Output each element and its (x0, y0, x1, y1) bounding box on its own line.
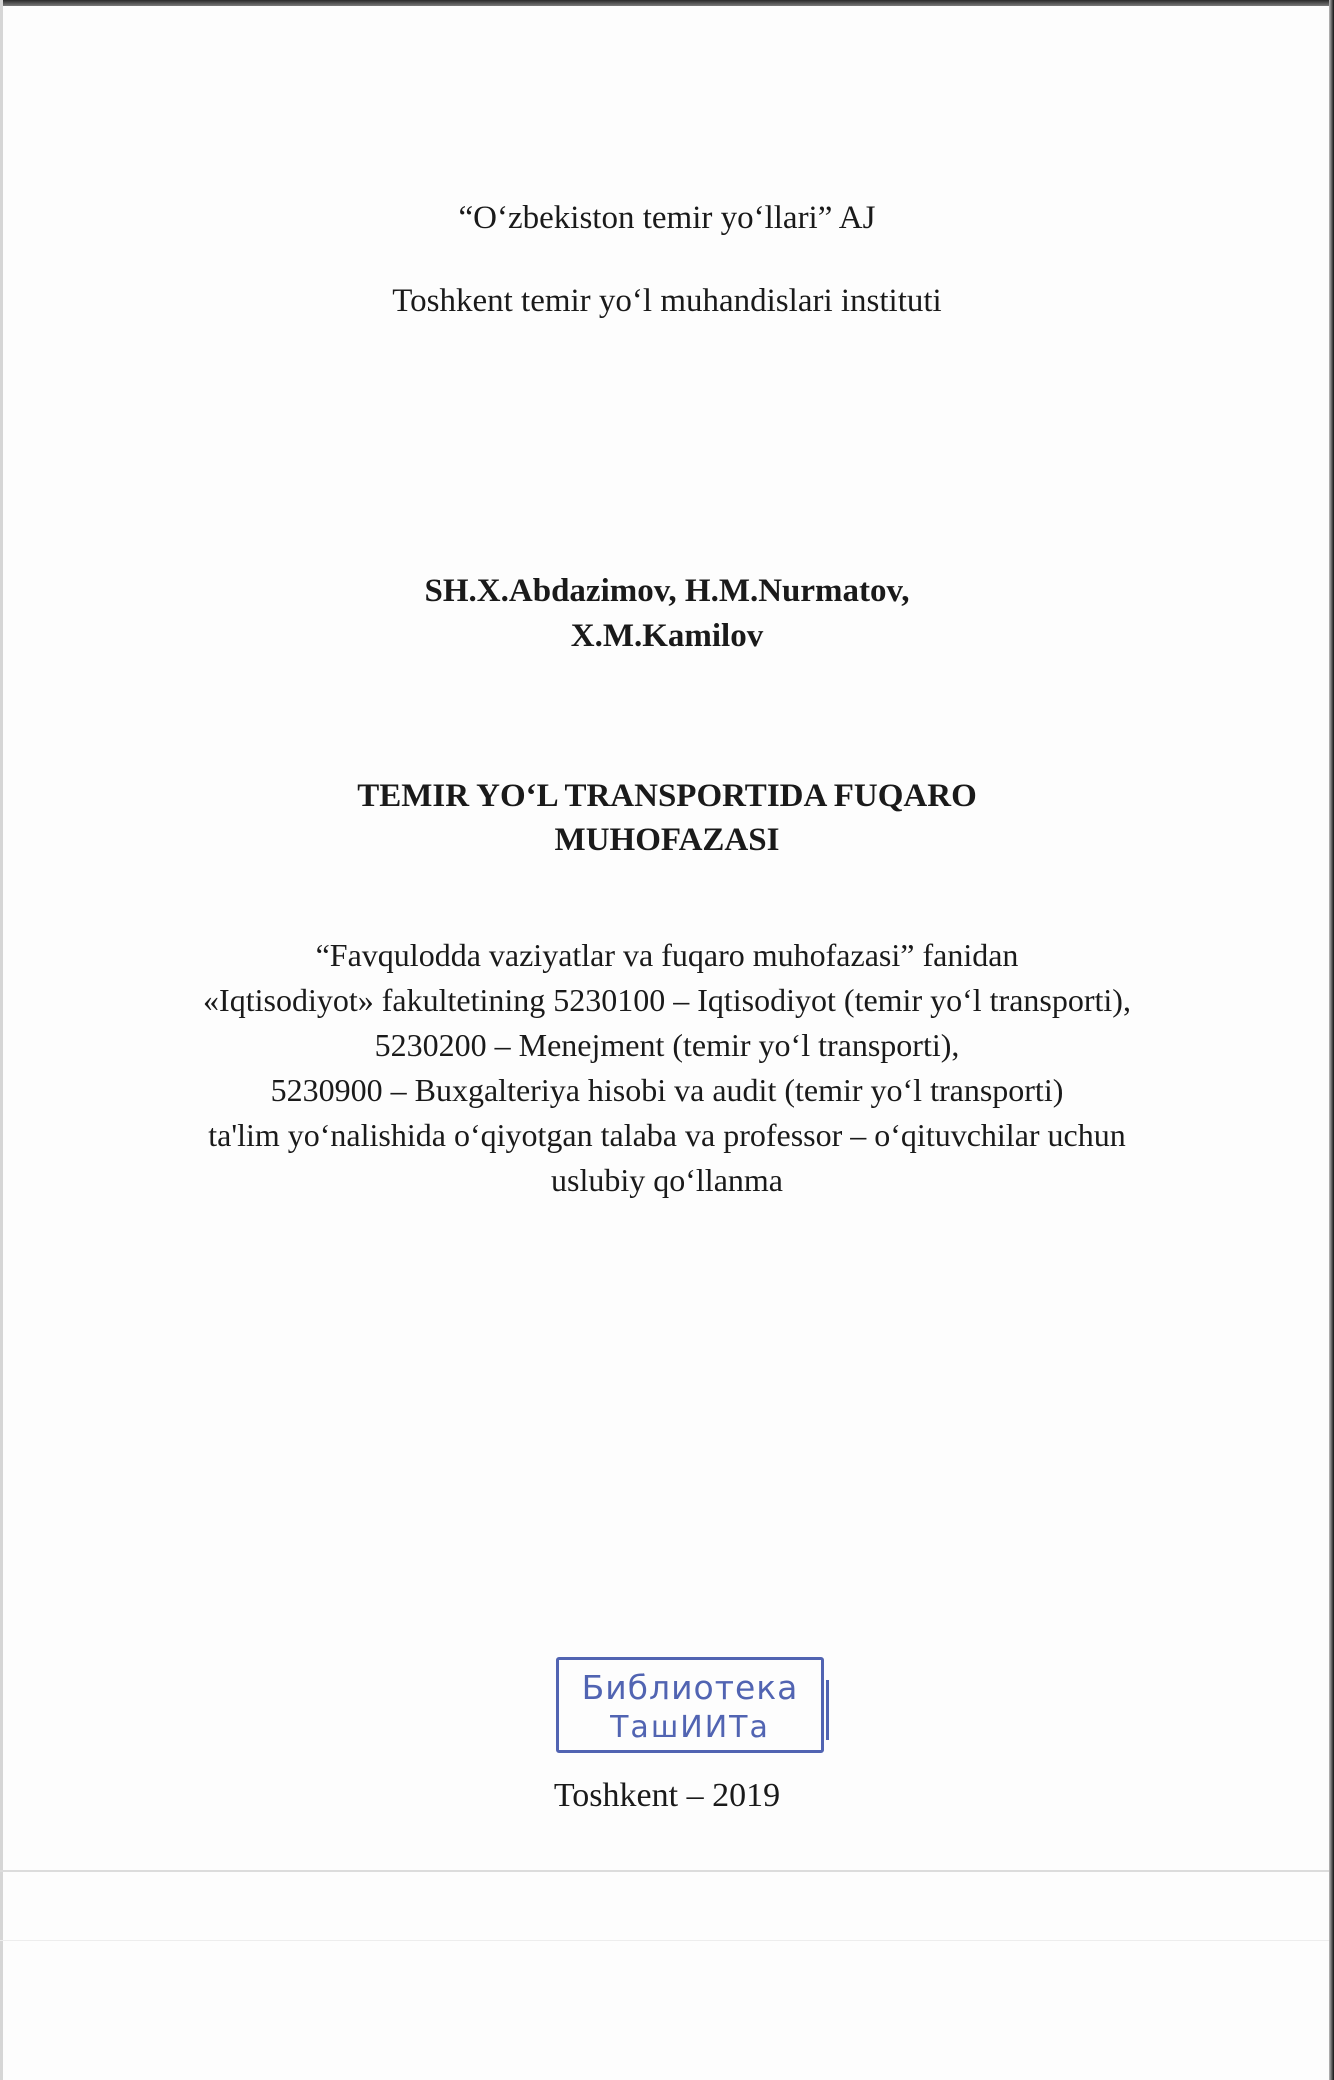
scan-edge-top (0, 0, 1334, 6)
organization-name: “O‘zbekiston temir yo‘llari” AJ (458, 200, 876, 236)
scan-fold-line-secondary (0, 1940, 1329, 1941)
description-line-4: 5230900 – Buxgalteriya hisobi va audit (temir yo‘l transporti) (270, 1072, 1064, 1108)
description-line-6: uslubiy qo‘llanma (551, 1162, 783, 1198)
stamp-line-1: Библиотека (581, 1668, 799, 1707)
stamp-border-mark (820, 1680, 829, 1740)
stamp-line-2: ТашИИТа (610, 1710, 770, 1745)
institute-name: Toshkent temir yo‘l muhandislari instituti (392, 283, 942, 319)
description-line-2: «Iqtisodiyot» fakultetining 5230100 – Iqtisodiyot (temir yo‘l transporti), (203, 982, 1131, 1018)
footer-place-year: Toshkent – 2019 (553, 1777, 781, 1814)
document-title-line-2: MUHOFAZASI (554, 822, 780, 858)
library-stamp (556, 1657, 824, 1753)
authors-line-1: SH.X.Abdazimov, H.M.Nurmatov, (424, 573, 910, 609)
authors-line-2: X.M.Kamilov (570, 618, 764, 654)
description-line-3: 5230200 – Menejment (temir yo‘l transporti), (374, 1027, 960, 1063)
document-title-line-1: TEMIR YO‘L TRANSPORTIDA FUQARO (357, 778, 977, 814)
description-line-1: “Favqulodda vaziyatlar va fuqaro muhofazasi” fanidan (315, 937, 1019, 973)
description-line-5: ta'lim yo‘nalishida o‘qiyotgan talaba va professor – o‘qituvchilar uchun (208, 1117, 1126, 1153)
scan-fold-line (0, 1870, 1329, 1872)
